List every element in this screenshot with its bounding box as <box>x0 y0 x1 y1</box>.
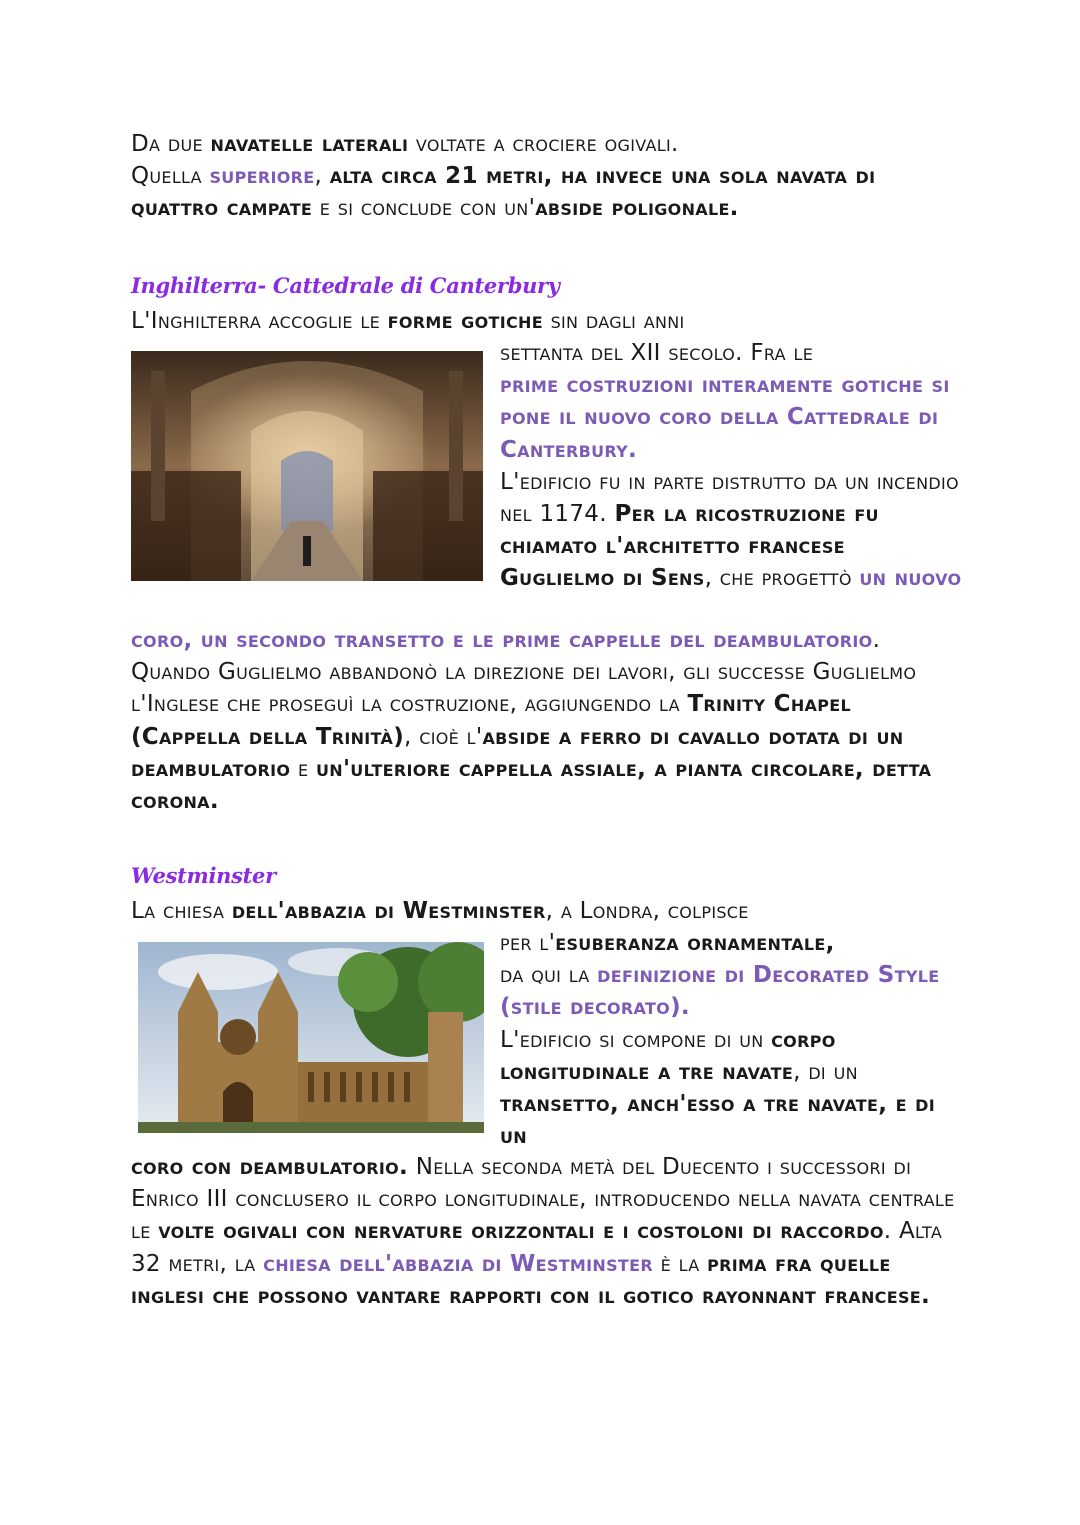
westminster-f2: Nella seconda metà del Duecento i successori di Enrico III conclusero il corpo longitudinale, introducendo nella navata centrale le <box>131 1154 955 1245</box>
westminster-heading: Westminster <box>131 863 276 888</box>
canterbury-full-text <box>131 624 961 817</box>
canterbury-f6: e <box>290 755 316 782</box>
canterbury-f3: Trinity Chapel (Cappella della Trinità) <box>131 691 851 750</box>
canterbury-right-text <box>500 337 962 595</box>
canterbury-heading: Inghilterra- Cattedrale di Canterbury <box>131 273 560 298</box>
westminster-r1: per l' <box>500 930 556 956</box>
canterbury-r5: , che progettò <box>704 565 860 592</box>
canterbury-r6: un nuovo <box>859 565 962 592</box>
intro-t1: Da due <box>131 131 211 157</box>
westminster-fl-b: dell'abbazia di Westminster <box>231 898 546 924</box>
canterbury-f1: coro, un secondo transetto e le prime cappelle del deambulatorio <box>131 627 873 653</box>
canterbury-fl-a: L'Inghilterra accoglie le <box>131 308 388 334</box>
westminster-f1: coro con deambulatorio. <box>131 1154 409 1180</box>
canterbury-r3: L'edificio fu in parte distrutto da un incendio nel 1174. <box>500 468 959 528</box>
intro-t8: e si conclude con un' <box>312 195 536 222</box>
westminster-f4: . Alta 32 metri, la <box>131 1218 943 1277</box>
canterbury-first-line <box>131 305 961 337</box>
westminster-r8: transetto, anch'esso a tre navate, e di un <box>500 1091 935 1150</box>
canterbury-r4: Per la ricostruzione fu chiamato l'architetto francese Guglielmo di Sens <box>500 501 879 592</box>
canterbury-fl-c: sin dagli anni <box>542 308 685 334</box>
canterbury-fl-b: forme gotiche <box>387 308 543 334</box>
intro-t4: Quella <box>131 163 210 190</box>
westminster-fl-a: La chiesa <box>131 898 232 924</box>
intro-t6: , <box>314 163 330 190</box>
westminster-r7: , di un <box>793 1058 858 1085</box>
westminster-full-text <box>131 1151 961 1312</box>
westminster-f3: volte ogivali con nervature orizzontali e i costoloni di raccordo <box>158 1218 884 1245</box>
canterbury-cathedral-image <box>131 351 483 581</box>
westminster-f7: prima fra quelle inglesi che possono vantare rapporti con il gotico rayonnant francese. <box>131 1250 931 1309</box>
canterbury-f5: abside a ferro di cavallo dotata di un deambulatorio <box>131 723 904 782</box>
canterbury-f4: , cioè l' <box>404 723 483 750</box>
intro-t9: abside poligonale. <box>535 195 739 222</box>
westminster-abbey-image <box>138 942 484 1133</box>
westminster-f6: è la <box>652 1250 708 1277</box>
westminster-r6: corpo longitudinale a tre navate <box>500 1026 836 1085</box>
westminster-r3: da qui la <box>500 962 598 989</box>
westminster-f5: chiesa dell'abbazia di Westminster <box>263 1250 653 1277</box>
westminster-r4: definizione di Decorated Style (stile decorato). <box>500 962 940 1021</box>
intro-t7: alta circa 21 metri, ha invece una sola navata di quattro campate <box>131 163 876 222</box>
intro-t3: voltate a crociere ogivali. <box>408 131 679 157</box>
westminster-first-line <box>131 895 961 927</box>
canterbury-f7: un'ulteriore cappella assiale, a pianta circolare, detta corona. <box>131 755 932 815</box>
intro-t5: superiore <box>209 163 315 190</box>
westminster-r2: esuberanza ornamentale, <box>555 930 835 956</box>
canterbury-r2: prime costruzioni interamente gotiche si pone il nuovo coro della Cattedrale di Canterbury. <box>500 372 950 463</box>
westminster-fl-c: , a Londra, colpisce <box>545 898 749 924</box>
westminster-right-text <box>500 927 962 1152</box>
canterbury-f2: . Quando Guglielmo abbandonò la direzione dei lavori, gli successe Guglielmo l'Inglese che proseguì la costruzione, aggiungendo la <box>131 627 917 718</box>
intro-paragraph <box>131 128 961 225</box>
westminster-r5: L'edificio si compone di un <box>500 1026 772 1053</box>
canterbury-r1: settanta del XII secolo. Fra le <box>500 340 814 366</box>
intro-t2: navatelle laterali <box>210 131 409 157</box>
